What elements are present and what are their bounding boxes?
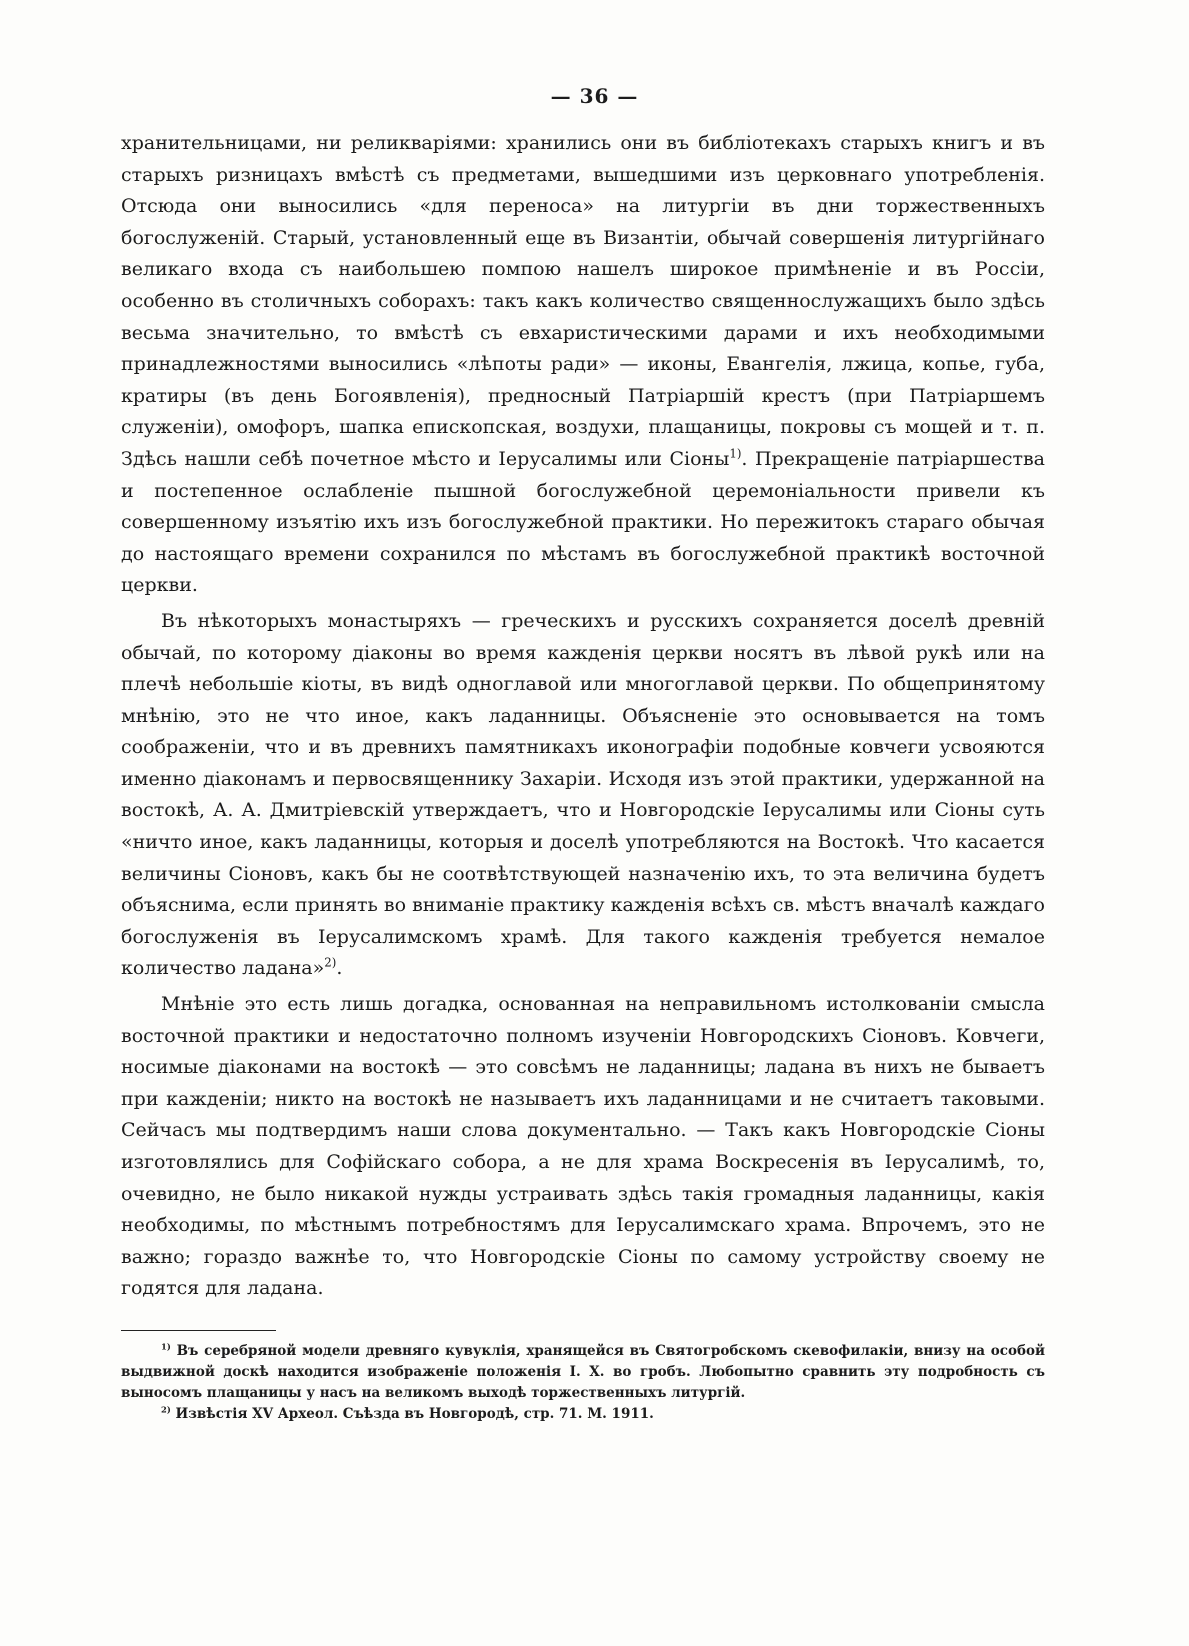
footnote-marker: 1) [161,1341,171,1352]
paragraph-1 [121,128,1045,602]
paragraph-text: Мнѣніе это есть лишь догадка, основанная на неправильномъ истолкованіи смысла восточной практики и недостаточно полномъ изученіи Новгородскихъ Сіоновъ. Ковчеги, носимые діаконами на востокѣ — это совсѣмъ не ладанницы; ладана въ нихъ не бываетъ при кажденіи; никто на востокѣ не называетъ ихъ ладанницами и не считаетъ таковыми. Сейчасъ мы подтвердимъ наши слова документально. — Такъ какъ Новгородскіе Сіоны изготовлялись для Софійскаго собора, а не для храма Воскресенія въ Іерусалимѣ, то, очевидно, не было никакой нужды устраивать здѣсь такія громадныя ладанницы, какія необходимы, по мѣстнымъ потребностямъ для Іерусалимскаго храма. Впрочемъ, это не важно; гораздо важнѣе то, что Новгородскіе Сіоны по самому устройству своему не годятся для ладана. [121,993,1045,1300]
main-text [121,128,1045,1305]
page-number: — 36 — [550,84,639,108]
footnote-ref[interactable]: 1) [729,446,742,461]
paragraph-text: хранительницами, ни реликваріями: хранились они въ библіотекахъ старыхъ книгъ и въ старыхъ ризницахъ вмѣстѣ съ предметами, вышедшими изъ церковнаго употребленія. Отсюда они выносились «для переноса» на литургіи въ дни торжественныхъ богослуженій. Старый, установленный еще въ Византіи, обычай совершенія литургійнаго великаго входа съ наибольшею помпою нашелъ широкое примѣненіе и въ Россіи, особенно въ столичныхъ соборахъ: такъ какъ количество священнослужащихъ было здѣсь весьма значительно, то вмѣстѣ съ евхаристическими дарами и ихъ необходимыми принадлежностями выносились «лѣпоты ради» — иконы, Евангелія, лжица, копье, губа, кратиры (въ день Богоявленія), предносный Патріаршій крестъ (при Патріаршемъ служеніи), омофоръ, шапка епископская, воздухи, плащаницы, покровы съ мощей и т. п. Здѣсь нашли себѣ почетное мѣсто и Іерусалимы или Сіоны [121,132,1045,470]
footnote-2 [121,1404,1045,1425]
footnote-text: Извѣстія XV Археол. Съѣзда въ Новгородѣ, стр. 71. М. 1911. [170,1406,654,1422]
footnote-divider [121,1330,276,1331]
paragraph-text: Въ нѣкоторыхъ монастыряхъ — греческихъ и русскихъ сохраняется доселѣ древній обычай, по которому діаконы во время кажденія церкви носятъ въ лѣвой рукѣ или на плечѣ небольшіе кіоты, въ видѣ одноглавой или многоглавой церкви. По общепринятому мнѣнію, это не что иное, какъ ладанницы. Объясненіе это основывается на томъ соображеніи, что и въ древнихъ памятникахъ иконографіи подобные ковчеги усвояются именно діаконамъ и первосвященнику Захаріи. Исходя изъ этой практики, удержанной на востокѣ, А. А. Дмитріевскій утверждаетъ, что и Новгородскіе Іерусалимы или Сіоны суть «ничто иное, какъ ладанницы, которыя и доселѣ употребляются на Востокѣ. Что касается величины Сіоновъ, какъ бы не соотвѣтствующей назначенію ихъ, то эта величина будетъ объяснима, если принять во вниманіе практику кажденія всѣхъ св. мѣстъ вначалѣ каждаго богослуженія въ Іерусалимскомъ храмѣ. Для такого кажденія требуется немалое количество ладана» [121,609,1045,980]
paragraph-2 [121,606,1045,985]
paragraph-3 [121,989,1045,1305]
footnotes [121,1341,1045,1425]
footnote-text: Въ серебряной модели древняго кувуклія, хранящейся въ Святогробскомъ скевофилакіи, внизу на особой выдвижной доскѣ находится изображеніе положенія І. Х. во гробъ. Любопытно сравнить эту подробность съ выносомъ плащаницы у насъ на великомъ выходѣ торжественныхъ литургій. [121,1343,1045,1401]
paragraph-text: . Прекращеніе патріаршества и постепенное ослабленіе пышной богослужебной церемоніальности привели къ совершенному изъятію ихъ изъ богослужебной практики. Но пережитокъ стараго обычая до настоящаго времени сохранился по мѣстамъ въ богослужебной практикѣ восточной церкви. [121,447,1046,597]
footnote-1 [121,1341,1045,1404]
paragraph-text: . [336,957,343,980]
footnote-ref[interactable]: 2) [324,956,337,971]
footnote-marker: 2) [161,1404,171,1415]
